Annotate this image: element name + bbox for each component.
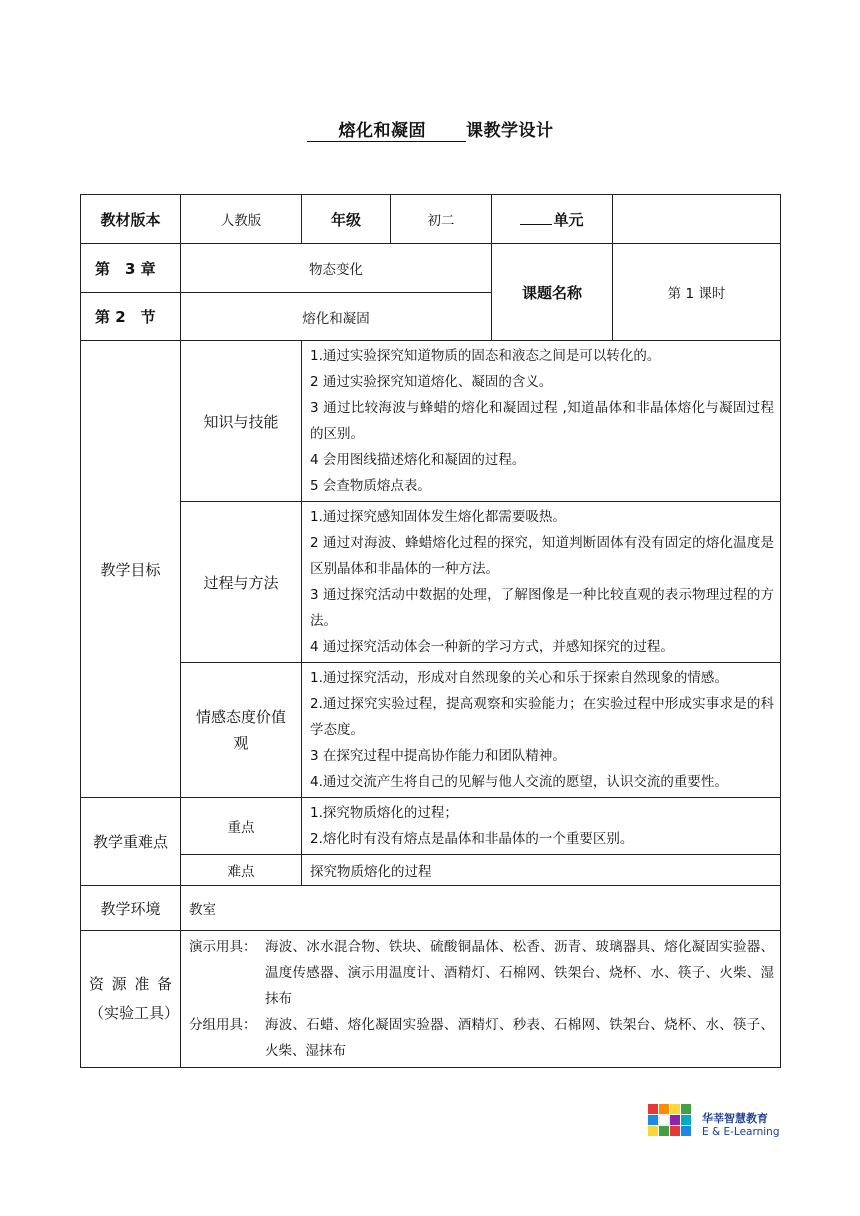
key-points-label: 教学重难点 — [81, 798, 181, 886]
focus-label: 重点 — [181, 798, 302, 855]
list-item: 2.通过探究实验过程，提高观察和实验能力；在实验过程中形成实事求是的科学态度。 — [310, 696, 774, 738]
brand-logo — [646, 1100, 786, 1146]
brand-name-en: E & E-Learning — [702, 1126, 780, 1138]
lesson-period: 第 1 课时 — [613, 244, 781, 341]
brand-name-cn: 华莘智慧教育 — [702, 1112, 768, 1125]
environment-label: 教学环境 — [81, 886, 181, 931]
section-label: 第 2 节 — [81, 293, 181, 341]
list-item: 5 会查物质熔点表。 — [310, 478, 431, 494]
unit-blank — [520, 210, 552, 225]
list-item: 4 会用图线描述熔化和凝固的过程。 — [310, 452, 526, 468]
process-label: 过程与方法 — [181, 502, 302, 663]
document-title — [0, 116, 860, 142]
grade-value: 初二 — [391, 195, 492, 244]
list-item: 3 通过比较海波与蜂蜡的熔化和凝固过程 ,知道晶体和非晶体熔化与凝固过程的区别。 — [310, 400, 774, 442]
brand-logo-icon — [646, 1100, 696, 1146]
chapter-value: 物态变化 — [181, 244, 492, 293]
process-list — [302, 502, 781, 663]
list-item: 4 通过探究活动体会一种新的学习方式，并感知探究的过程。 — [310, 639, 674, 655]
list-item: 3 通过探究活动中数据的处理，了解图像是一种比较直观的表示物理过程的方法。 — [310, 587, 774, 629]
list-item: 1.通过探究活动，形成对自然现象的关心和乐于探索自然现象的情感。 — [310, 670, 728, 686]
list-item: 1.通过实验探究知道物质的固态和液态之间是可以转化的。 — [310, 348, 661, 364]
grade-label: 年级 — [302, 195, 391, 244]
list-item: 3 在探究过程中提高协作能力和团队精神。 — [310, 748, 566, 764]
lesson-name-label: 课题名称 — [492, 244, 613, 341]
difficulty-value: 探究物质熔化的过程 — [302, 855, 781, 886]
unit-value — [613, 195, 781, 244]
environment-value: 教室 — [181, 886, 781, 931]
objectives-label: 教学目标 — [81, 341, 181, 798]
list-item: 1.通过探究感知固体发生熔化都需要吸热。 — [310, 509, 566, 525]
difficulty-label: 难点 — [181, 855, 302, 886]
unit-label: 单元 — [553, 210, 584, 229]
emotion-list — [302, 663, 781, 798]
list-item: 2 通过对海波、蜂蜡熔化过程的探究，知道判断固体有没有固定的熔化温度是区别晶体和非晶体的一种方法。 — [310, 535, 774, 577]
section-value: 熔化和凝固 — [181, 293, 492, 341]
list-item: 4.通过交流产生将自己的见解与他人交流的愿望，认识交流的重要性。 — [310, 774, 728, 790]
textbook-value: 人教版 — [181, 195, 302, 244]
demo-tools-value: 海波、冰水混合物、铁块、硫酸铜晶体、松香、沥青、玻璃器具、熔化凝固实验器、温度传感器、演示用温度计、酒精灯、石棉网、铁架台、烧杯、水、筷子、火柴、湿抹布 — [265, 939, 774, 1007]
resources-content — [181, 931, 781, 1068]
resources-label: 资源准备（实验工具） — [81, 931, 181, 1068]
focus-list — [302, 798, 781, 855]
demo-tools-label: 演示用具： — [189, 939, 257, 955]
unit-label-cell — [492, 195, 613, 244]
group-tools-label: 分组用具： — [189, 1017, 257, 1033]
list-item: 2.熔化时有没有熔点是晶体和非晶体的一个重要区别。 — [310, 831, 634, 847]
group-tools-value: 海波、石蜡、熔化凝固实验器、酒精灯、秒表、石棉网、铁架台、烧杯、水、筷子、火柴、湿抹布 — [265, 1017, 774, 1059]
list-item: 1.探究物质熔化的过程； — [310, 805, 458, 821]
chapter-label: 第 3 章 — [81, 244, 181, 293]
demo-tools — [189, 934, 774, 1012]
lesson-design-table — [80, 194, 781, 1068]
textbook-label: 教材版本 — [81, 195, 181, 244]
knowledge-list — [302, 341, 781, 502]
title-suffix: 课教学设计 — [466, 121, 554, 141]
group-tools — [189, 1012, 774, 1064]
knowledge-label: 知识与技能 — [181, 341, 302, 502]
list-item: 2 通过实验探究知道熔化、凝固的含义。 — [310, 374, 553, 390]
title-topic: 熔化和凝固 — [307, 116, 467, 142]
emotion-label: 情感态度价值观 — [181, 663, 302, 798]
